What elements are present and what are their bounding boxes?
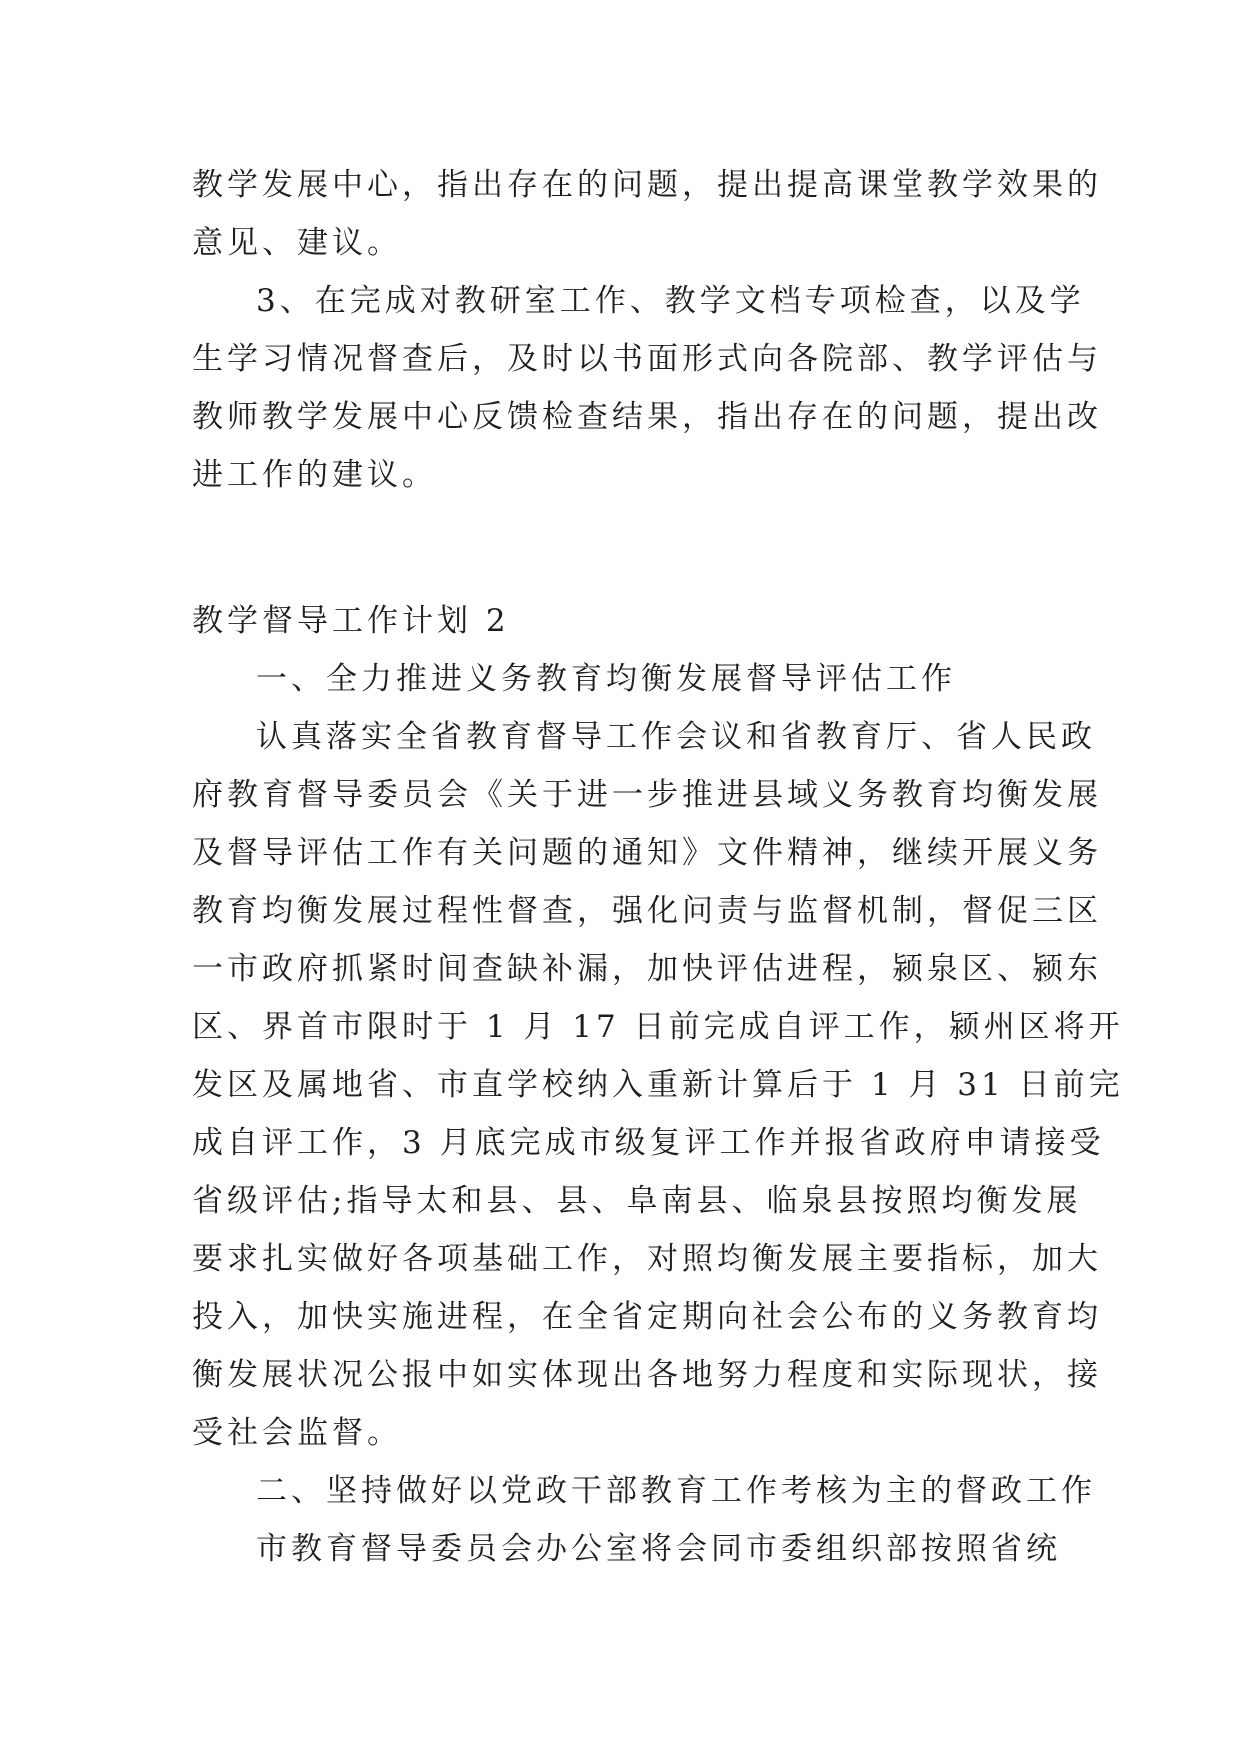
text-line: 及督导评估工作有关问题的通知》文件精神，继续开展义务 bbox=[192, 835, 1102, 871]
heading-two: 二、坚持做好以党政干部教育工作考核为主的督政工作 bbox=[256, 1473, 1096, 1509]
text-line: 发区及属地省、市直学校纳入重新计算后于 1 月 31 日前完 bbox=[192, 1067, 1124, 1103]
text-line: 受社会监督。 bbox=[192, 1415, 402, 1451]
paragraph-balanced-development bbox=[192, 708, 1124, 1462]
text-line: 教师教学发展中心反馈检查结果，指出存在的问题，提出改 bbox=[192, 399, 1102, 435]
paragraph-continued bbox=[192, 156, 1102, 272]
heading-one: 一、全力推进义务教育均衡发展督导评估工作 bbox=[256, 661, 956, 697]
paragraph-item-3 bbox=[192, 272, 1102, 504]
text-line: 区、界首市限时于 1 月 17 日前完成自评工作，颍州区将开 bbox=[192, 1009, 1124, 1045]
text-line: 省级评估;指导太和县、县、阜南县、临泉县按照均衡发展 bbox=[192, 1183, 1082, 1219]
section-title: 教学督导工作计划 2 bbox=[192, 603, 510, 639]
text-line: 认真落实全省教育督导工作会议和省教育厅、省人民政 bbox=[256, 719, 1096, 755]
text-line: 生学习情况督查后，及时以书面形式向各院部、教学评估与 bbox=[192, 341, 1102, 377]
document-body bbox=[192, 156, 1124, 1578]
text-line: 教学发展中心，指出存在的问题，提出提高课堂教学效果的 bbox=[192, 167, 1102, 203]
section-spacer bbox=[192, 504, 1052, 592]
text-line: 意见、建议。 bbox=[192, 225, 402, 261]
text-line: 3、在完成对教研室工作、教学文档专项检查，以及学 bbox=[256, 283, 1085, 319]
text-line: 府教育督导委员会《关于进一步推进县域义务教育均衡发展 bbox=[192, 777, 1102, 813]
paragraph-government-supervision bbox=[192, 1520, 1061, 1578]
text-line: 投入，加快实施进程，在全省定期向社会公布的义务教育均 bbox=[192, 1299, 1102, 1335]
text-line: 一市政府抓紧时间查缺补漏，加快评估进程，颍泉区、颍东 bbox=[192, 951, 1102, 987]
text-line: 成自评工作，3 月底完成市级复评工作并报省政府申请接受 bbox=[192, 1125, 1105, 1161]
text-line: 进工作的建议。 bbox=[192, 457, 437, 493]
text-line: 教育均衡发展过程性督查，强化问责与监督机制，督促三区 bbox=[192, 893, 1102, 929]
text-line: 要求扎实做好各项基础工作，对照均衡发展主要指标，加大 bbox=[192, 1241, 1102, 1277]
text-line: 市教育督导委员会办公室将会同市委组织部按照省统 bbox=[256, 1531, 1061, 1567]
text-line: 衡发展状况公报中如实体现出各地努力程度和实际现状，接 bbox=[192, 1357, 1102, 1393]
